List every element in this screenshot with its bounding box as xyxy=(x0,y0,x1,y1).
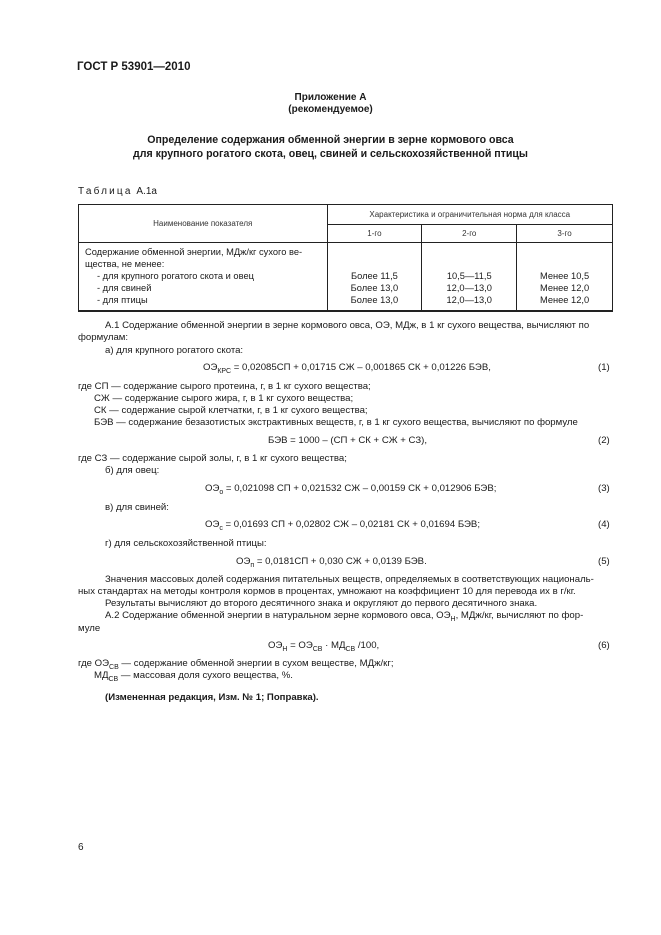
cell-cattle-class-1: Более 11,5 xyxy=(351,271,398,281)
equation-5-number: (5) xyxy=(598,556,610,567)
appendix-title: Приложение А xyxy=(294,92,367,103)
appendix-heading xyxy=(0,92,661,116)
eq4-subscript: с xyxy=(219,524,223,532)
eq3-subscript: о xyxy=(219,488,224,496)
equation-6 xyxy=(268,640,379,653)
eq6-tail: /100, xyxy=(355,640,380,651)
standard-number: ГОСТ Р 53901—2010 xyxy=(77,61,191,73)
eq6-term-1-sub: СВ xyxy=(312,645,323,653)
equation-3 xyxy=(205,483,496,496)
item-poultry: г) для сельскохозяйственной птицы: xyxy=(105,538,267,549)
table-col-class-2 xyxy=(422,243,517,312)
table-caption-number: А.1а xyxy=(136,186,157,197)
paragraph-a1-line-1: А.1 Содержание обменной энергии в зерне кормового овса, ОЭ, МДж, в 1 кг сухого вещества, вычисляют по xyxy=(105,320,590,331)
classification-table xyxy=(78,204,613,312)
a2-post: , МДж/кг, вычисляют по фор- xyxy=(455,610,584,621)
mass-fraction-line-1: Значения массовых долей содержания питательных веществ, определяемых в соответствующих националь- xyxy=(105,574,594,585)
eq6-lhs-sub: Н xyxy=(282,645,288,653)
paragraph-a2-line-2: муле xyxy=(78,623,101,634)
appendix-subtitle: (рекомендуемое) xyxy=(288,104,373,115)
equation-3-number: (3) xyxy=(598,483,610,494)
cell-poultry-class-3: Менее 12,0 xyxy=(539,295,590,305)
eq5-rhs: = 0,0181СП + 0,030 СЖ + 0,0139 БЭВ. xyxy=(254,556,427,567)
eq6-lhs: ОЭ xyxy=(268,640,283,651)
w6a-sub: СВ xyxy=(109,663,119,671)
cell-cattle-class-3: Менее 10,5 xyxy=(539,271,590,281)
eq4-rhs: = 0,01693 СП + 0,02802 СЖ – 0,02181 СК + 0,01694 БЭВ; xyxy=(222,519,480,530)
equation-2-number: (2) xyxy=(598,435,610,446)
row-label-line-2: щества, не менее: xyxy=(85,259,165,269)
eq1-subscript: КРС xyxy=(217,367,232,375)
w6b-post: — массовая доля сухого вещества, %. xyxy=(118,670,293,681)
table-col-class-1 xyxy=(327,243,422,312)
mass-fraction-line-2: ных стандартах на методы контроля кормов в процентах, умножают на коэффициент 10 для перевода их в г/кг. xyxy=(78,586,576,597)
where-ash: где СЗ — содержание сырой золы, г, в 1 кг сухого вещества; xyxy=(78,453,347,464)
appendix-main-title xyxy=(0,133,661,161)
table-caption-word: Таблица xyxy=(78,186,133,197)
equation-2: БЭВ = 1000 – (СП + СК + СЖ + СЗ), xyxy=(268,435,428,446)
table-header-group: Характеристика и ограничительная норма для класса xyxy=(327,205,612,225)
item-cattle: а) для крупного рогатого скота: xyxy=(105,345,244,356)
where-protein: где СП — содержание сырого протеина, г, в 1 кг сухого вещества; xyxy=(78,381,371,392)
title-line-2: для крупного рогатого скота, овец, свиней и сельскохозяйственной птицы xyxy=(133,148,528,160)
equation-4 xyxy=(205,519,480,532)
table-col-class-3 xyxy=(517,243,613,312)
cell-pigs-class-2: 12,0—13,0 xyxy=(446,283,492,293)
a2-pre: А.2 Содержание обменной энергии в натуральном зерне кормового овса, ОЭ xyxy=(105,610,451,621)
paragraph-a2-line-1 xyxy=(105,610,583,626)
table-header-class-3: 3-го xyxy=(517,225,613,243)
table-row-labels xyxy=(79,243,328,312)
eq6-term-2-sub: СВ xyxy=(345,645,356,653)
eq5-lhs: ОЭ xyxy=(236,556,251,567)
equation-6-number: (6) xyxy=(598,640,610,651)
equation-1 xyxy=(203,362,491,375)
cell-poultry-class-2: 12,0—13,0 xyxy=(446,295,492,305)
item-sheep: б) для овец: xyxy=(105,465,160,476)
w6a-pre: где ОЭ xyxy=(78,658,110,669)
title-line-1: Определение содержания обменной энергии в зерне кормового овса xyxy=(147,134,514,146)
table-header-indicator: Наименование показателя xyxy=(79,205,328,243)
eq1-lhs: ОЭ xyxy=(203,362,218,373)
where-fat: СЖ — содержание сырого жира, г, в 1 кг сухого вещества; xyxy=(94,393,354,404)
w6b-sub: СВ xyxy=(108,675,119,683)
cell-pigs-class-1: Более 13,0 xyxy=(350,283,399,293)
table-caption xyxy=(78,186,157,197)
row-label-pigs: - для свиней xyxy=(97,283,152,293)
eq3-lhs: ОЭ xyxy=(205,483,220,494)
item-pigs: в) для свиней: xyxy=(105,502,169,513)
a2-subscript: Н xyxy=(450,615,456,623)
results-rounding: Результаты вычисляют до второго десятичного знака и округляют до первого десятичного знака. xyxy=(105,598,538,609)
equation-1-number: (1) xyxy=(598,362,610,373)
table-header-class-1: 1-го xyxy=(327,225,422,243)
eq5-subscript: п xyxy=(250,561,255,569)
cell-poultry-class-1: Более 13,0 xyxy=(350,295,399,305)
amendment-note: (Измененная редакция, Изм. № 1; Поправка). xyxy=(105,692,319,703)
page-number: 6 xyxy=(78,842,84,853)
row-label-cattle: - для крупного рогатого скота и овец xyxy=(97,271,254,281)
equation-5 xyxy=(236,556,427,569)
eq1-rhs: = 0,02085СП + 0,01715 СЖ – 0,001865 СК + 0,01226 БЭВ, xyxy=(231,362,491,373)
row-label-line-1: Содержание обменной энергии, МДж/кг сухого ве- xyxy=(85,247,303,257)
eq6-term-2: · МД xyxy=(322,640,346,651)
table-header-class-2: 2-го xyxy=(422,225,517,243)
cell-cattle-class-2: 10,5—11,5 xyxy=(446,271,492,281)
eq3-rhs: = 0,021098 СП + 0,021532 СЖ – 0,00159 СК + 0,012906 БЭВ; xyxy=(223,483,497,494)
row-label-poultry: - для птицы xyxy=(97,295,148,305)
where-bev: БЭВ — содержание безазотистых экстрактивных веществ, г, в 1 кг сухого вещества, вычисляют по формуле xyxy=(94,417,578,428)
eq6-term-1: = ОЭ xyxy=(287,640,313,651)
paragraph-a1-line-2: формулам: xyxy=(78,332,129,343)
equation-4-number: (4) xyxy=(598,519,610,530)
cell-pigs-class-3: Менее 12,0 xyxy=(539,283,590,293)
eq4-lhs: ОЭ xyxy=(205,519,220,530)
where-fiber: СК — содержание сырой клетчатки, г, в 1 кг сухого вещества; xyxy=(94,405,368,416)
where-md-sv xyxy=(94,670,293,686)
w6b-pre: МД xyxy=(94,670,109,681)
w6a-post: — содержание обменной энергии в сухом веществе, МДж/кг; xyxy=(118,658,394,669)
